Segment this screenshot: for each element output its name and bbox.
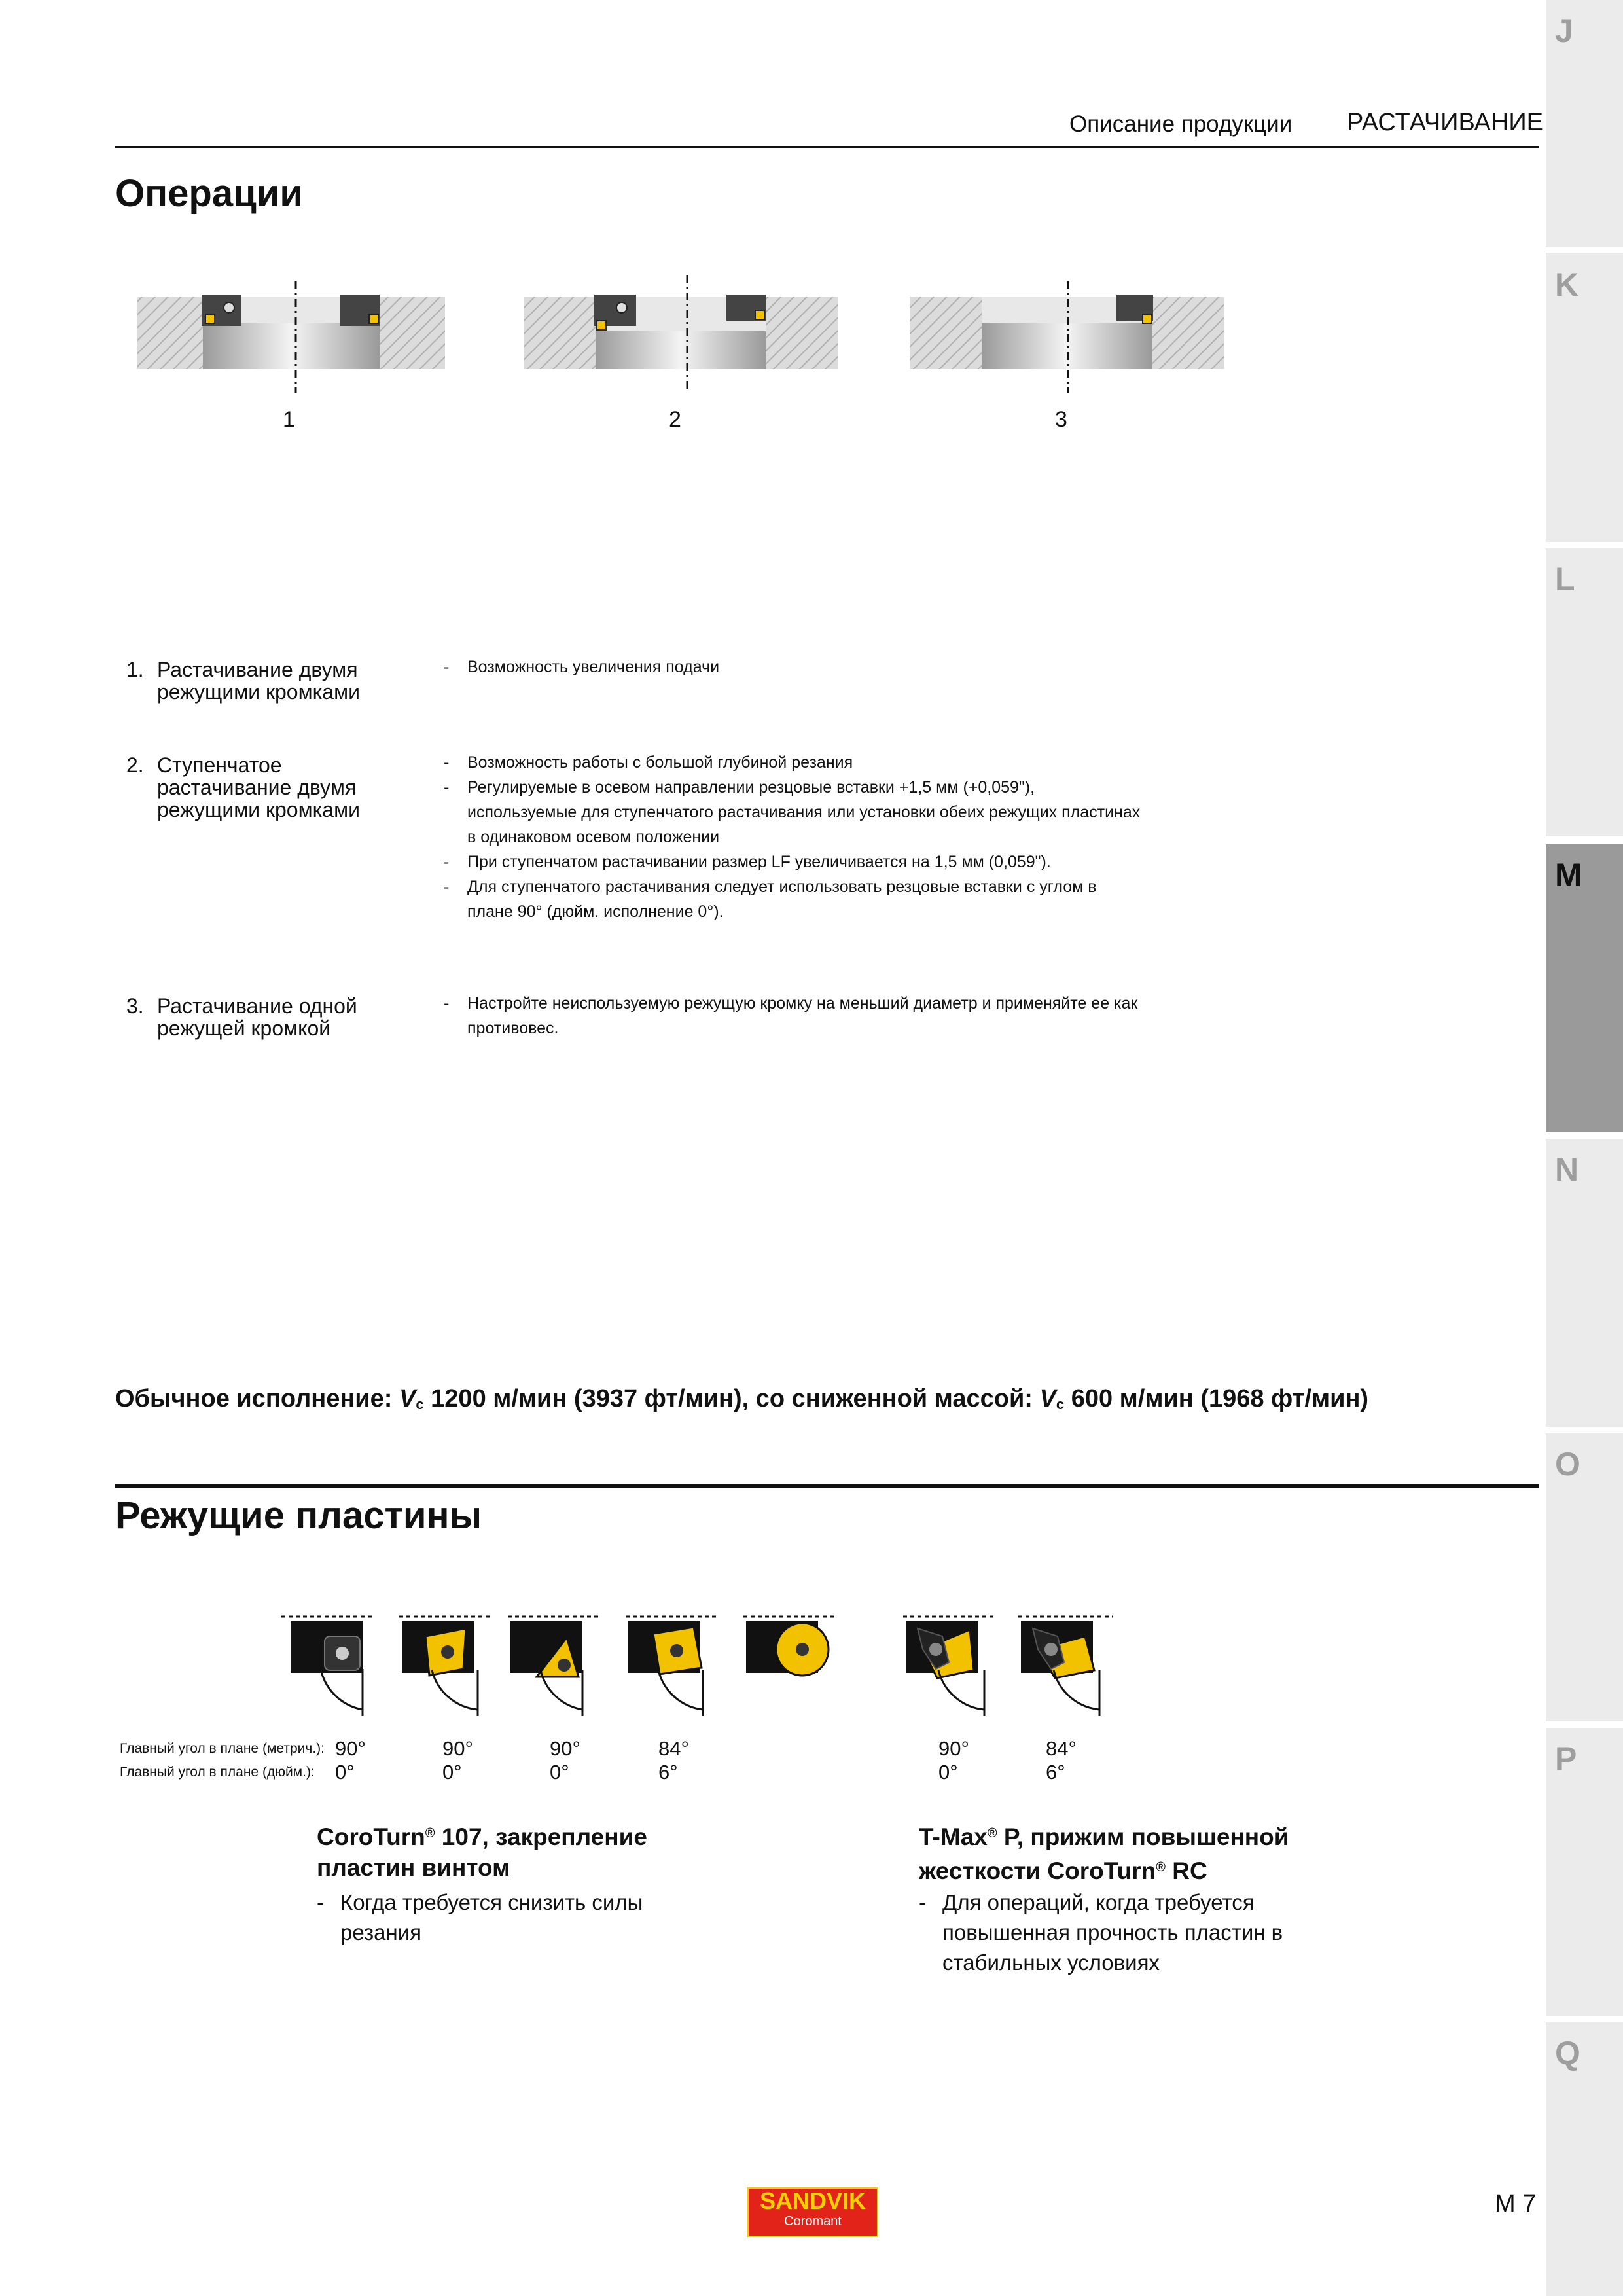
- angle-value: 90° 0°: [550, 1737, 580, 1784]
- tab-m[interactable]: M: [1546, 844, 1623, 1132]
- product-coroturn-107-title: CoroTurn® 107, закрепление пластин винтом: [317, 1823, 647, 1881]
- insert-shapes: [275, 1597, 1139, 1734]
- figure-1-diagram: [137, 281, 445, 393]
- operation-2-bullets: [442, 750, 1143, 924]
- insert-triangle-icon: [510, 1621, 582, 1716]
- list-item: - Регулируемые в осевом направлении резцовые вставки +1,5 мм (+0,059"), используемые для ступенчатого растачивания или установки обеих режущих пластинах в одинаковом осевом положении: [442, 775, 1143, 850]
- angle-label-metric: Главный угол в плане (метрич.):: [120, 1741, 325, 1756]
- angle-value: 84° 6°: [1046, 1737, 1077, 1784]
- list-item: - Настройте неиспользуемую режущую кромку на меньший диаметр и применяйте ее как противовес.: [442, 991, 1143, 1041]
- angle-value: 84° 6°: [658, 1737, 689, 1784]
- tab-n[interactable]: N: [1546, 1139, 1623, 1427]
- tab-divider: [1546, 1132, 1623, 1138]
- list-item: - Возможность увеличения подачи: [442, 655, 1143, 679]
- angle-label-inch: Главный угол в плане (дюйм.):: [120, 1765, 315, 1780]
- header-rule: [115, 146, 1539, 148]
- operation-2-number: 2.: [126, 753, 144, 777]
- header-subtitle: Описание продукции: [1069, 111, 1293, 137]
- figure-3-label: 3: [1055, 407, 1067, 432]
- tab-divider: [1546, 1721, 1623, 1727]
- operation-1-title: Растачивание двумя режущими кромками: [157, 658, 360, 704]
- tab-divider: [1546, 1427, 1623, 1432]
- figure-2-label: 2: [669, 407, 681, 432]
- insert-rhombus-icon: [402, 1621, 478, 1716]
- operation-3-title: Растачивание одной режущей кромкой: [157, 994, 357, 1040]
- insert-round-icon: [746, 1621, 829, 1676]
- operation-2-title: Ступенчатое растачивание двумя режущими кромками: [157, 753, 360, 821]
- operation-3-number: 3.: [126, 994, 144, 1018]
- figure-1-label: 1: [283, 407, 295, 432]
- insert-rhombus-clamp-icon: [906, 1621, 984, 1716]
- list-item: - Возможность работы с большой глубиной резания: [442, 750, 1143, 775]
- operations-title: Операции: [115, 172, 304, 215]
- insert-square-tilted-icon: [628, 1621, 703, 1716]
- operation-3-bullets: [442, 991, 1143, 1041]
- product-tmax-p-desc: - Для операций, когда требуется повышенная прочность пластин в стабильных условиях: [919, 1888, 1309, 1978]
- tab-divider: [1546, 2016, 1623, 2021]
- sandvik-logo: SANDVIK Coromant: [747, 2187, 878, 2237]
- operation-1-number: 1.: [126, 658, 144, 681]
- product-tmax-p-title: T-Max® P, прижим повышенной жесткости CoroTurn® RC: [919, 1823, 1289, 1884]
- tab-l[interactable]: L: [1546, 548, 1623, 836]
- insert-square-clamp-icon: [1021, 1621, 1099, 1716]
- product-coroturn-107-desc: - Когда требуется снизить силы резания: [317, 1888, 681, 1948]
- tab-q[interactable]: Q: [1546, 2022, 1623, 2296]
- tab-k[interactable]: K: [1546, 254, 1623, 542]
- tab-p[interactable]: P: [1546, 1728, 1623, 2016]
- section-tab-bar: [1546, 0, 1623, 2296]
- tab-divider: [1546, 838, 1623, 843]
- angle-value: 90° 0°: [442, 1737, 473, 1784]
- tab-divider: [1546, 542, 1623, 547]
- angle-value: 90° 0°: [335, 1737, 366, 1784]
- figure-2-diagram: [524, 275, 838, 393]
- inserts-title: Режущие пластины: [115, 1494, 482, 1537]
- operation-1-bullets: [442, 655, 1143, 679]
- tab-o[interactable]: O: [1546, 1433, 1623, 1721]
- figure-3-diagram: [910, 281, 1224, 393]
- operations-figures: [131, 268, 1243, 399]
- page-number: M 7: [1495, 2190, 1537, 2217]
- angle-value: 90° 0°: [938, 1737, 969, 1784]
- tab-divider: [1546, 247, 1623, 253]
- header-title: РАСТАЧИВАНИЕ: [1347, 109, 1543, 136]
- cutting-speed-note: Обычное исполнение: $V_c$ 1200 м/мин (3937 фт/мин), со сниженной массой: $V_c$ 600 м/мин (1968 фт/мин): [115, 1385, 1369, 1412]
- list-item: - При ступенчатом растачивании размер LF увеличивается на 1,5 мм (0,059").: [442, 850, 1143, 874]
- tab-j[interactable]: J: [1546, 0, 1623, 288]
- section-rule: [115, 1484, 1539, 1488]
- insert-square-dark-icon: [291, 1621, 363, 1716]
- list-item: - Для ступенчатого растачивания следует использовать резцовые вставки с углом в плане 90° (дюйм. исполнение 0°).: [442, 874, 1143, 924]
